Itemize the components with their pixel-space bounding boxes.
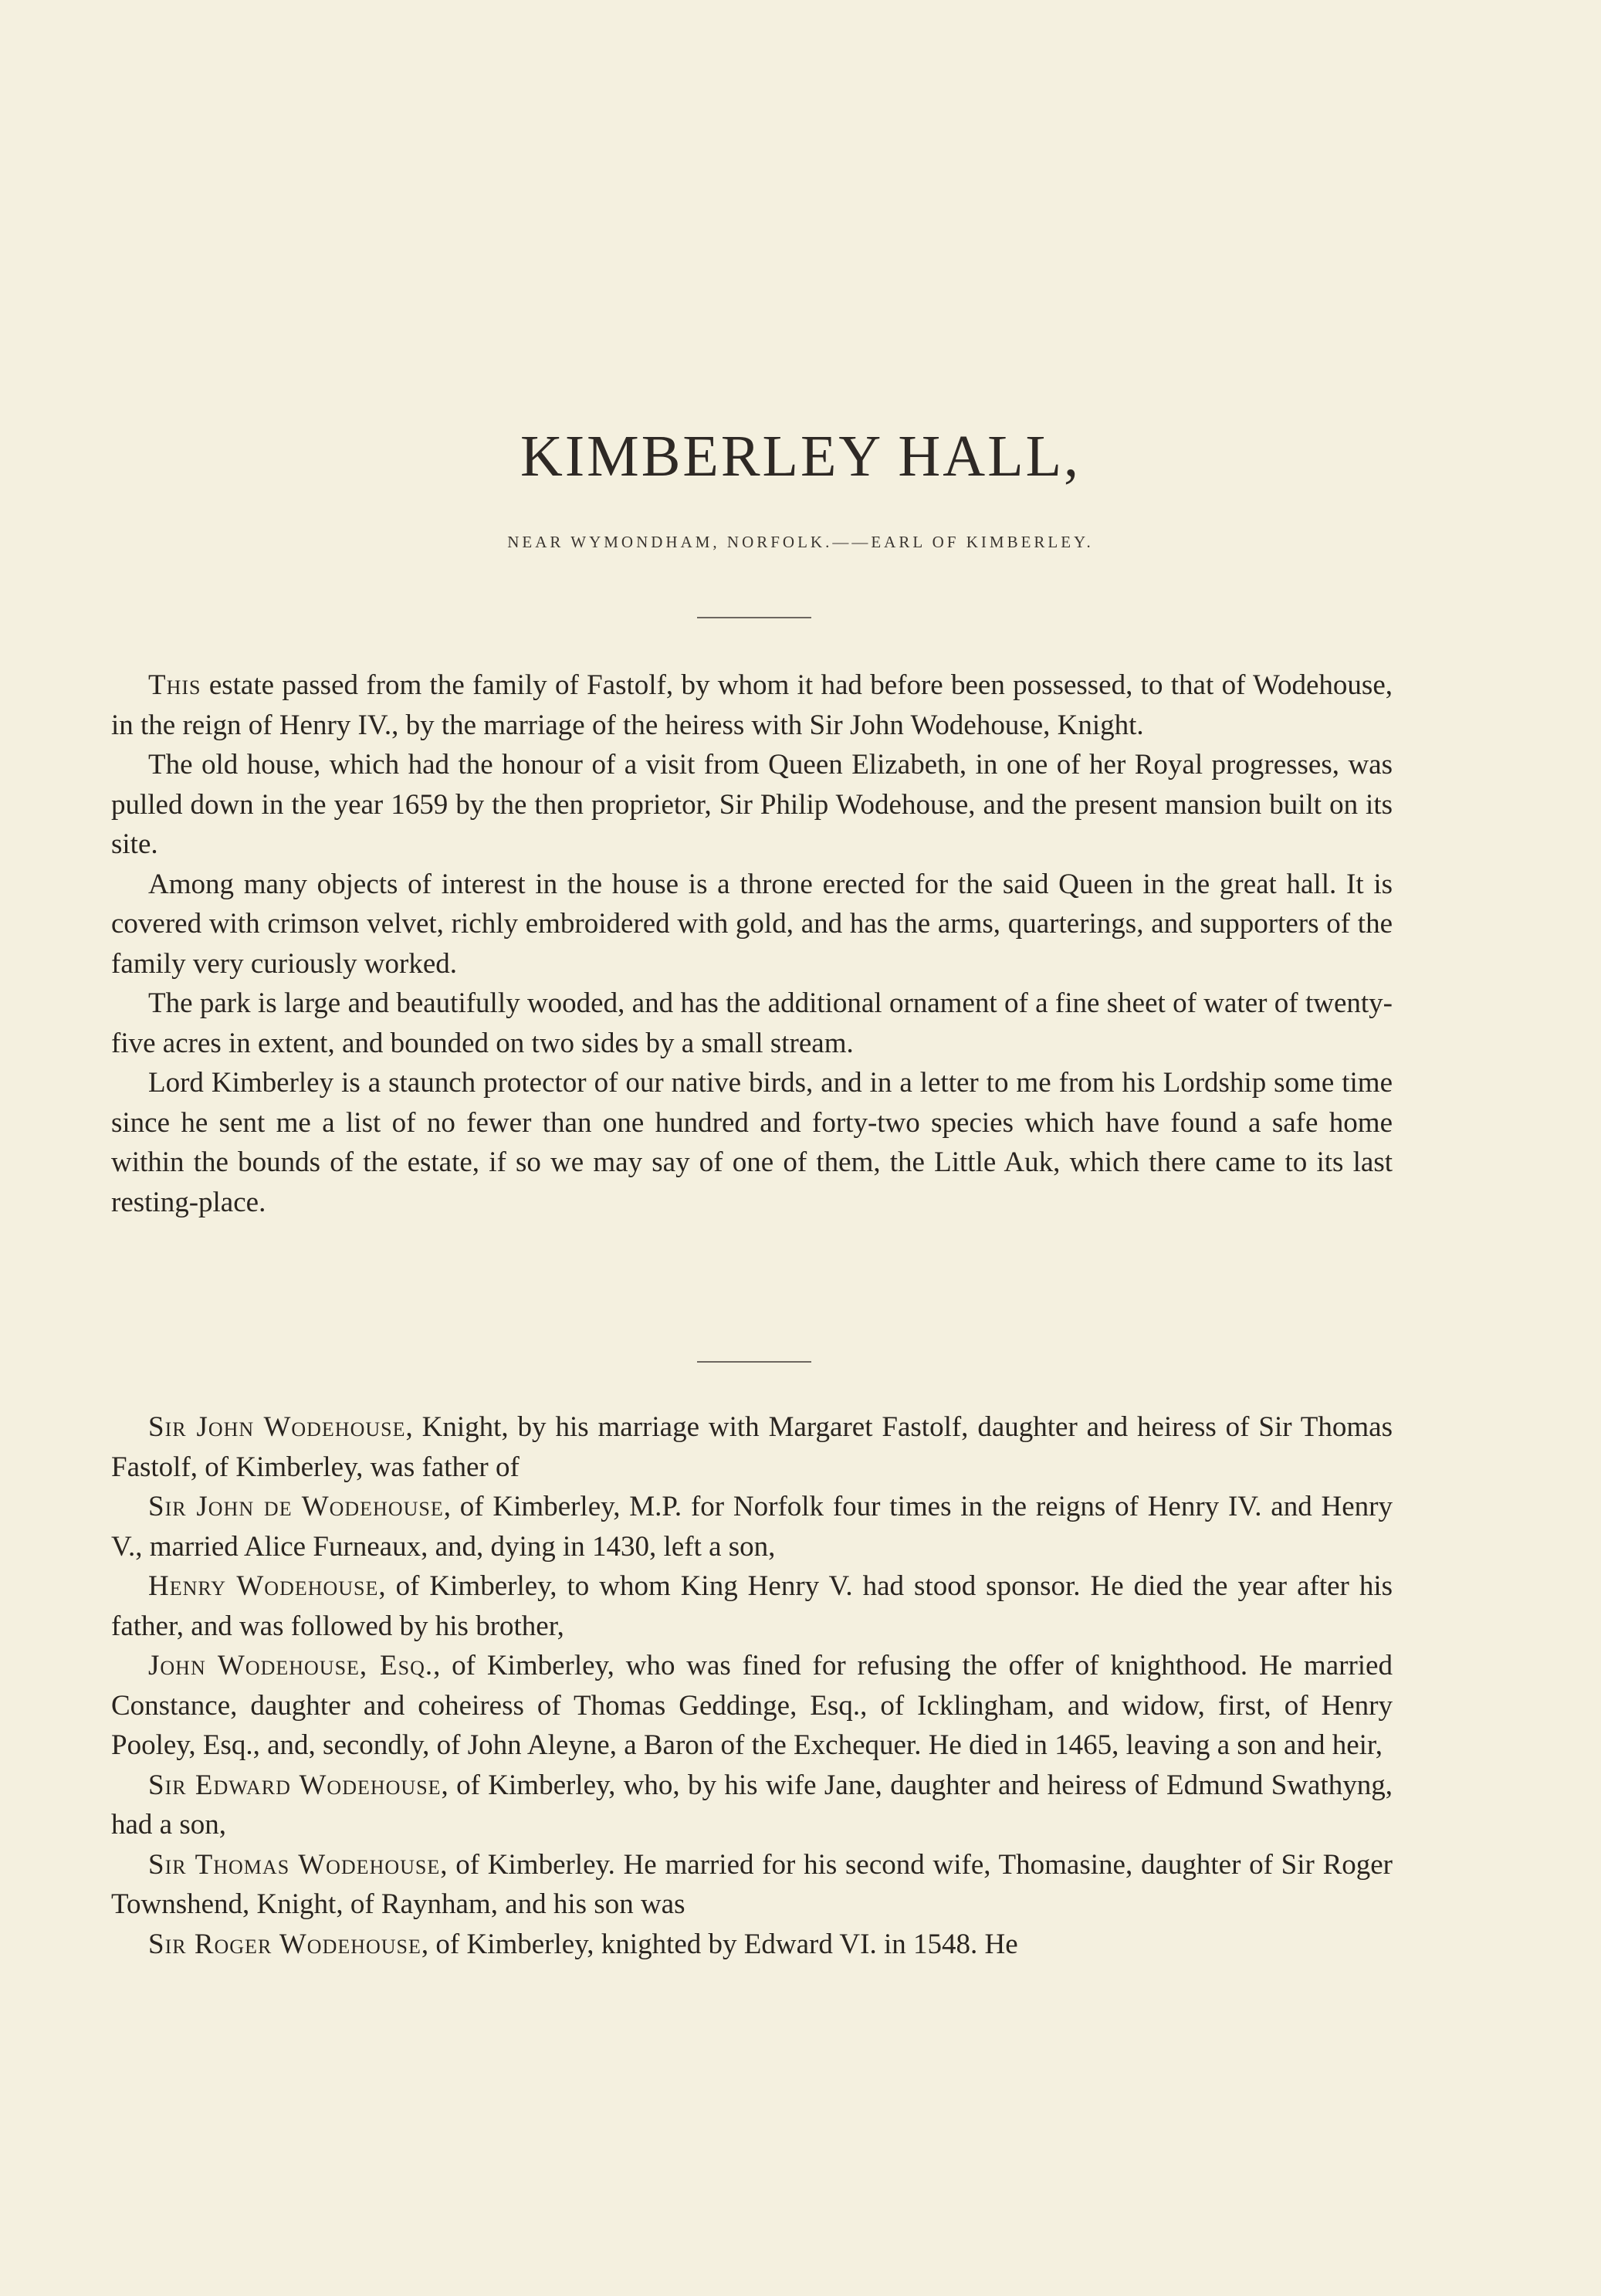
entry-text: , of Kimberley. He married for his second wife, Thomasine, daughter of Sir Roger Townshend, Knight, of Raynham, and his son was: [111, 1848, 1393, 1920]
page-subtitle: NEAR WYMONDHAM, NORFOLK.——EARL OF KIMBERLEY.: [507, 533, 1094, 551]
paragraph: [111, 665, 1393, 745]
paragraph: [111, 984, 1393, 1063]
section-divider: [697, 1361, 811, 1363]
person-name: John Wodehouse, Esq.: [148, 1650, 434, 1681]
genealogy-entry: [111, 1925, 1393, 1965]
genealogy-entry: [111, 1487, 1393, 1566]
section-divider: [697, 617, 811, 618]
paragraph: [111, 865, 1393, 984]
genealogy-entry: [111, 1566, 1393, 1646]
paragraph-text: The old house, which had the honour of a visit from Queen Elizabeth, in one of her Royal progresses, was pulled down in the year 1659 by the then proprietor, Sir Philip Wodehouse, and the present mansion built on its site.: [111, 749, 1393, 860]
paragraph-text: estate passed from the family of Fastolf, by whom it had before been possessed, to that of Wodehouse, in the reign of Henry IV., by the marriage of the heiress with Sir John Wodehouse, Knight.: [111, 669, 1393, 741]
paragraph-text: Lord Kimberley is a staunch protector of our native birds, and in a letter to me from his Lordship some time since he sent me a list of no fewer than one hundred and forty-two species which have found a safe home within the bounds of the estate, if so we may say of one of them, the Little Auk, which there came to its last resting-place.: [111, 1067, 1393, 1218]
genealogy-entry: [111, 1407, 1393, 1487]
entry-text: , of Kimberley, who was fined for refusing the offer of knighthood. He married Constance, daughter and coheiress of Thomas Geddinge, Esq., of Icklingham, and widow, first, of Henry Pooley, Esq., and, secondly, of John Aleyne, a Baron of the Exchequer. He died in 1465, leaving a son and heir,: [111, 1650, 1393, 1761]
paragraph-text: Among many objects of interest in the house is a throne erected for the said Queen in the great hall. It is covered with crimson velvet, richly embroidered with gold, and has the arms, quarterings, and supporters of the family very curiously worked.: [111, 868, 1393, 980]
paragraph: [111, 1063, 1393, 1222]
entry-text: , of Kimberley, to whom King Henry V. had stood sponsor. He died the year after his father, and was followed by his brother,: [111, 1570, 1393, 1642]
genealogy-entry: [111, 1646, 1393, 1766]
paragraph-text: The park is large and beautifully wooded, and has the additional ornament of a fine sheet of water of twenty-five acres in extent, and bounded on two sides by a small stream.: [111, 987, 1393, 1059]
person-name: Henry Wodehouse: [148, 1570, 379, 1602]
entry-text: , of Kimberley, M.P. for Norfolk four times in the reigns of Henry IV. and Henry V., married Alice Furneaux, and, dying in 1430, left a son,: [111, 1491, 1393, 1563]
page-title: KIMBERLEY HALL,: [520, 424, 1081, 489]
person-name: Sir John Wodehouse: [148, 1411, 406, 1443]
person-name: Sir Roger Wodehouse: [148, 1928, 421, 1960]
person-name: Sir Thomas Wodehouse: [148, 1848, 441, 1881]
person-name: Sir John de Wodehouse: [148, 1491, 444, 1522]
entry-text: , of Kimberley, who, by his wife Jane, daughter and heiress of Edmund Swathyng, had a son,: [111, 1769, 1393, 1841]
genealogy-entry: [111, 1766, 1393, 1845]
paragraph: [111, 745, 1393, 865]
intro-section: [111, 665, 1393, 1222]
genealogy-entry: [111, 1845, 1393, 1925]
genealogy-section: [111, 1407, 1393, 1964]
paragraph-lead: This: [148, 669, 201, 701]
person-name: Sir Edward Wodehouse: [148, 1769, 442, 1801]
entry-text: , of Kimberley, knighted by Edward VI. in 1548. He: [421, 1928, 1018, 1960]
entry-text: , Knight, by his marriage with Margaret Fastolf, daughter and heiress of Sir Thomas Fastolf, of Kimberley, was father of: [111, 1411, 1393, 1483]
